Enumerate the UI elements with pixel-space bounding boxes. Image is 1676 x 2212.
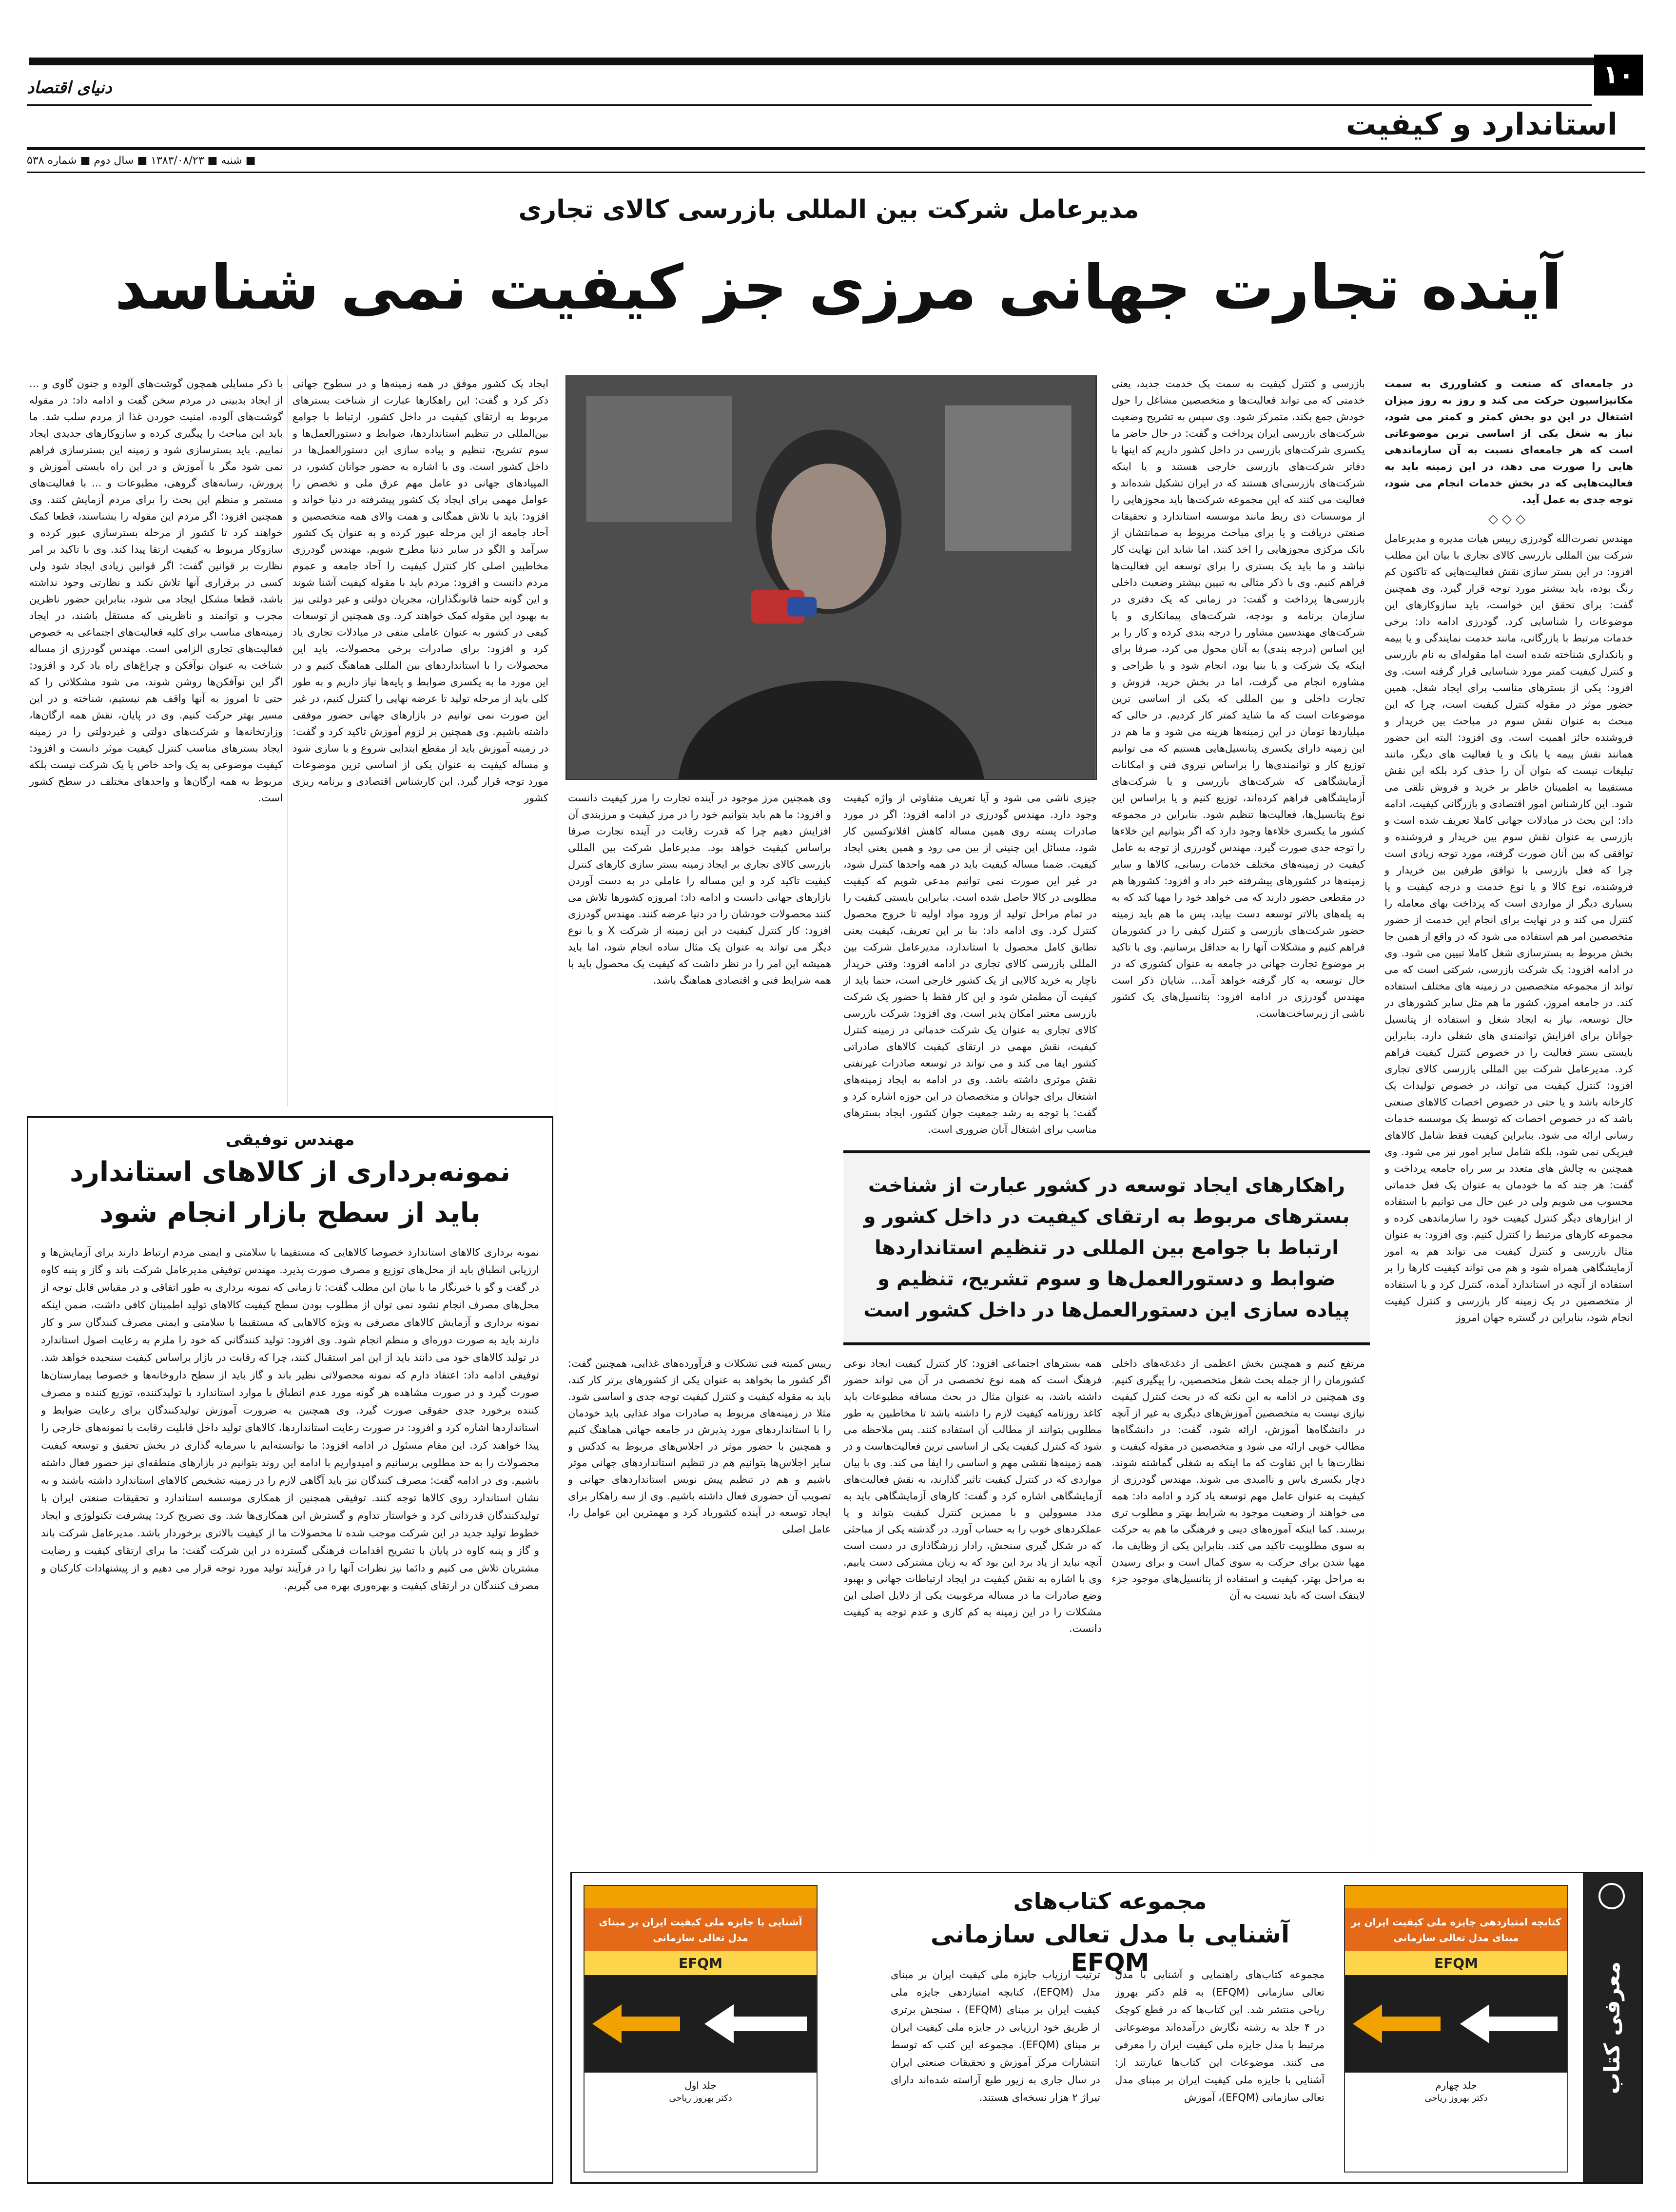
- column-1: [1384, 375, 1633, 1867]
- sidebar-body: نمونه برداری کالاهای استاندارد خصوصا کالاهایی که مستقیما با سلامتی و ایمنی مردم ارتباط دارند برای آزمایش‌ها و ارزیابی انطباق باید از محل‌های توزیع و مصرف صورت پذیرد. مهندس توفیقی مدیرعامل شرکت باند و گاز و پنبه کاوه در گفت و گو با خبرنگار ما با بیان این مطلب گفت: تا زمانی که نمونه برداری به طور اتفاقی و در مقیاس قابل توجه از محل‌های مصرف انجام نشود نمی توان از مطلوب بودن سطح کیفیت کالاهای تولید اطمینان کافی داشت، ضمن اینکه نمونه برداری و آزمایش کالاهای مصرفی به ویژه کالاهایی که مستقیما با سلامتی و ایمنی مصرف کنندگان سر و کار دارند باید به صورت دوره‌ای و منظم انجام شود. وی افزود: تولید کنندگانی که خود را ملزم به رعایت اصول استاندارد در تولید کالاهای خود می دانند باید از این امر استقبال کنند، چرا که رقابت در بازار براساس کیفیت سنجیده خواهد شد. توفیقی ادامه داد: اعتقاد دارم که نمونه محصولاتی نظیر باند و گاز باید از سطح داروخانه‌ها و خصوصا بیمارستان‌ها صورت گیرد و در صورت مشاهده هر گونه مورد عدم انطباق با موارد استاندارد با تولیدکننده، توزیع کننده و مصرف کننده برخورد جدی حقوقی صورت گیرد. وی همچنین به ضرورت آموزش تولیدکنندگان برای رعایت ضوابط و استانداردها اشاره کرد و افزود: در صورت رعایت استانداردها، کالاهای تولید داخل قابلیت رقابت با نمونه‌های خارجی را پیدا خواهند کرد. این مقام مسئول در ادامه افزود: ما توانسته‌ایم با سرمایه گذاری در بخش تحقیق و توسعه کیفیت محصولات را به حد مطلوبی برسانیم و امیدواریم با ادامه این روند بتوانیم در بازارهای منطقه‌ای نیز حضور فعال داشته باشیم. وی در ادامه گفت: مصرف کنندگان نیز باید آگاهی لازم را در زمینه تشخیص کالاهای استاندارد داشته باشند و به نشان استاندارد روی کالاها توجه کنند. توفیقی همچنین از همکاری موسسه استاندارد و تحقیقات صنعتی ایران با تولیدکنندگان قدردانی کرد و خواستار تداوم و گسترش این همکاری‌ها شد. وی تصریح کرد: پیشرفت تکنولوژی و ایجاد خطوط تولید جدید در این شرکت موجب شده تا محصولات ما از کیفیت بالاتری برخوردار باشد. مدیرعامل شرکت باند و گاز و پنبه کاوه در پایان با تشریح اقدامات فرهنگی گسترده در این شرکت گفت: ما برای ارتقای کیفیت و رضایت مشتریان تلاش می کنیم و دائما نیز نظرات آنها را در فرآیند تولید مورد توجه قرار می دهیم و از پیشنهادات کارکنان و مصرف کنندگان در ارتقای کیفیت و بهره‌وری بهره می گیریم.: [41, 1246, 539, 1591]
- main-headline: آینده تجارت جهانی مرزی جز کیفیت نمی شناسد: [115, 252, 1562, 323]
- book-label: معرفی کتاب: [1599, 1961, 1625, 2095]
- column-bottom-2: [843, 1355, 1102, 1867]
- book-cover-left-title: آشنایی با جایزه ملی کیفیت ایران بر مبنای مدل تعالی سازمانی: [585, 1908, 817, 1951]
- sidebar-headline-2: باید از سطح بازار انجام شود: [99, 1197, 481, 1229]
- column-bottom-1-text: مرتفع کنیم و همچنین بخش اعظمی از دغدغه‌های داخلی کشورمان را از جمله بحث شغل متخصصین، را پیگیری کنیم. وی همچنین در ادامه به این نکته که در بحث کنترل کیفیت نیازی نیست به متخصصین آموزش‌های دیگری به غیر از آنچه در دانشگاه‌ها آموزش، ارائه شود، گفت: در دانشگاه‌ها مطالب خوبی ارائه می شود و متخصصین در مقوله کیفیت و نظارت‌ها با این تفاوت که ما اینکه به شغلی گماشته شوند، دچار یکسری یاس و ناامیدی می شوند. مهندس گودرزی از کیفیت به عنوان عامل مهم توسعه یاد کرد و ادامه داد: همه می خواهند از وضعیت موجود به شرایط بهتر و مطلوب تری برسند. کما اینکه آموزه‌های دینی و فرهنگی ما هم به حرکت به سوی مطلوبیت تاکید می کند. بنابراین یکی از وظایف ما، مهیا شدن برای حرکت به سوی کمال است و برای رسیدن به مراحل بهتر، کیفیت و استفاده از پتانسیل‌های موجود جزء لاینفک است که باید نسبت به آن: [1111, 1358, 1365, 1601]
- divider-diamonds: ◇◇◇: [1488, 512, 1529, 526]
- column-4-text: ایجاد یک کشور موفق در همه زمینه‌ها و در سطوح جهانی ذکر کرد و گفت: این راهکارها عبارت از شناخت بسترهای مربوط به ارتقای کیفیت در داخل کشور، ارتباط با جوامع بین‌المللی در تنظیم استانداردها، ضوابط و دستورالعمل‌ها و سوم تشریح، تنظیم و پیاده سازی این دستورالعمل‌ها در داخل کشور است. وی با اشاره به حضور جوانان کشور، در المپیادهای جهانی دو عامل مهم عرق ملی و تخصص را عوامل مهمی برای ایجاد یک کشور پیشرفته در دنیا خواند و افزود: باید با تلاش همگانی و همت والای همه متخصصین و آحاد جامعه از این مرحله عبور کرده و به عنوان یک کشور سرآمد و الگو در سایر دنیا مطرح شویم. مهندس گودرزی مخاطبین اصلی کار کنترل کیفیت را آحاد جامعه و عموم مردم دانست و افزود: مردم باید با مقوله کیفیت آشنا شوند و این گونه حتما قانونگذاران، مجریان دولتی و غیر دولتی نیز به بهبود این مقوله کمک خواهند کرد. وی همچنین از توسعات کیفی در کشور به عنوان عاملی منفی در مبادلات تجاری یاد کرد و افزود: برای صادرات برخی محصولات، باید این محصولات را با استانداردهای بین المللی هماهنگ کنیم و در این مورد ما به یکسری ضوابط و پایه‌ها نیاز داریم و به طور کلی باید از مرحله تولید تا عرضه نهایی را کنترل کنیم، در غیر این صورت نمی توانیم در بازارهای جهانی حضور موفقی داشته باشیم. وی همچنین بر لزوم آموزش تاکید کرد و گفت: در زمینه آموزش باید از مقطع ابتدایی شروع و با سازی شود و مساله کیفیت به عنوان یکی از اساسی ترین موضوعات مورد توجه قرار گیرد. این کارشناس اقتصادی و برنامه ریزی کشور: [292, 378, 548, 804]
- pull-quote-text: راهکارهای ایجاد توسعه در کشور عبارت از شناخت بسترهای مربوط به ارتقای کیفیت در داخل کشور و ارتباط با جوامع بین المللی در تنظیم استانداردها ضوابط و دستورالعمل‌ها و سوم تشریح، تنظیم و پیاده سازی این دستورالعمل‌ها در داخل کشور است: [863, 1174, 1350, 1321]
- book-cover-left-arrows: [584, 1975, 817, 2073]
- book-box-title-1: مجموعه کتاب‌های: [1013, 1888, 1207, 1914]
- book-cover-right: [1344, 1885, 1568, 2173]
- pull-quote-box: [843, 1150, 1370, 1345]
- column-bottom-2-text: همه بسترهای اجتماعی افزود: کار کنترل کیفیت ایجاد نوعی فرهنگ است که همه نوع تخصصی در آن می تواند حضور داشته باشد، به عنوان مثال در بحث مسافه مطبوعات باید کاغذ روزنامه کیفیت لازم را داشته باشد تا مخاطبین به طور مطلوبی بتوانند از مطالب آن استفاده کنند. پس ملاحظه می شود که کنترل کیفیت یکی از اساسی ترین فعالیت‌هاست و در همه زمینه‌ها نقشی مهم و اساسی را ایفا می کند. وی با بیان مواردی که در کنترل کیفیت تاثیر گذارند، به نقش فعالیت‌های آزمایشگاهی اشاره کرد و گفت: کارهای آزمایشگاهی باید به مدد مسوولین و با ممیزین کنترل کیفیت بتواند و یا عملکردهای خوب را به حساب آورد. در گذشته یکی از مباحثی که در شکل گیری سنجش، رادار زرشگاذاری در دست است آنچه نباید از یاد برد این بود که به زبان مشترکی دست یابیم. وی با اشاره به نقش کیفیت در ایجاد ارتباطات جهانی و بهبود وضع صادرات ما در مساله مرغوبیت یکی از دلایل اصلی این مشکلات را در این زمینه به کم کاری و عدم توجه به کیفیت دانست.: [843, 1358, 1102, 1634]
- portrait-illustration: [566, 376, 1096, 779]
- column-bottom-1: [1111, 1355, 1365, 1867]
- column-2: [1111, 375, 1365, 1141]
- book-box: [570, 1872, 1643, 2184]
- book-label-strip: [1583, 1873, 1641, 2182]
- column-5-text: با ذکر مسایلی همچون گوشت‌های آلوده و جنون گاوی و ... از ایجاد بدبینی در مردم سخن گفت و ادامه داد: در مقوله گوشت‌های آلوده، امنیت خوردن غذا از مردم سلب شد. ما باید این مباحث را پیگیری کرده و سازوکارهای جدیدی ایجاد نماییم. باید بسترسازی شود و زمینه این بسترسازی فراهم نمی شود مگر با آموزش و در این راه بایستی آموزش و پرورش، رسانه‌های گروهی، مطبوعات و ... با فعالیت‌های مستمر و منظم این بحث را برای مردم آزمایش کنند. وی همچنین افزود: اگر مردم این مقوله را بشناسند، قطعا کمک خواهند کرد تا کشور از مرحله بسترسازی عبور کرده و سازوکار مربوط به کیفیت ارتقا پیدا کند. وی با تاکید بر امر نظارت بر قوانین گفت: اگر قوانین زیادی ایجاد شود ولی کسی در برقراری آنها تلاش نکند و نظارتی وجود نداشته باشد، قطعا مشکل ایجاد می شود، بنابراین حضور ناظرین مجرب و توانمند و ناظرینی که مستقل باشند، در ایجاد زمینه‌های مناسب برای کلیه فعالیت‌های اجتماعی به خصوص فعالیت‌های تجاری الزامی است. مهندس گودرزی از مساله شناخت به عنوان نوآفکن و چراغ‌های راه یاد کرد و افزود: اگر این نوآفکن‌ها روشن شوند، می شود مشکلاتی را که حتی تا امروز به آنها واقف هم نیستیم، شناخته و در این مسیر بهتر حرکت کنیم. وی در پایان، نقش همه ارگان‌ها، وزارتخانه‌ها و شرکت‌های دولتی و غیردولتی را در زمینه ایجاد بسترهای مناسب کنترل کیفیت موثر دانست و افزود: کیفیت موضوعی به یک واحد خاص یا یک شرکت نیست بلکه مربوط به همه ارگان‌ها و واحدهای مختلف در سطح کشور است.: [29, 378, 283, 804]
- section-rule: [27, 147, 1645, 150]
- brand-logo: دنیای اقتصاد: [27, 78, 112, 97]
- book-cover-right-arrows: [1344, 1975, 1567, 2073]
- book-text-left: ترتیب ارزیاب جایزه ملی کیفیت ایران بر مبنای مدل (EFQM)، کتابچه امتیازدهی جایزه ملی کیفیت ایران بر مبنای (EFQM) ، سنجش برتری از طریق خود ارزیابی در جایزه ملی کیفیت ایران بر مبنای (EFQM). مجموعه این کتب که توسط انتشارات مرکز آموزش و تحقیقات صنعتی ایران در سال جاری به زیور طبع آراسته شده‌اند دارای تیراژ ۲ هزار نسخه‌ای هستند.: [891, 1969, 1100, 2103]
- sidebar-kicker: مهندس توفیقی: [225, 1130, 355, 1149]
- book-cover-left-author: دکتر بهروز ریاحی: [669, 2093, 732, 2103]
- article-lead: در جامعه‌ای که صنعت و کشاورزی به سمت مکانیزاسیون حرکت می کند و روز به روز میزان اشتغال در این دو بخش کمتر و کمتر می شود، نیاز به شغل یکی از اساسی ترین موضوعاتی است که هر جامعه‌ای نسبت به آن سازماندهی هایی را صورت می دهد، در این زمینه باید به فعالیت‌هایی که در بخش خدمات انجام می شود، توجه جدی به عمل آید.: [1384, 378, 1633, 505]
- book-cover-left: [584, 1885, 818, 2173]
- column-4: [292, 375, 548, 1097]
- book-text-right: مجموعه کتاب‌های راهنمایی و آشنایی با مدل تعالی سازمانی (EFQM) به قلم دکتر بهروز ریاحی منتشر شد. این کتاب‌ها که در قطع کوچک در ۴ جلد به رشته نگارش درآمده‌اند موضوعاتی مرتبط با مدل جایزه ملی کیفیت ایران را معرفی می کنند. موضوعات این کتاب‌ها عبارتند از: آشنایی با جایزه ملی کیفیت ایران بر مبنای مدل تعالی سازمانی (EFQM)، آموزش: [1115, 1969, 1325, 2103]
- book-cover-left-badge: EFQM: [585, 1951, 817, 1975]
- book-cover-right-badge: EFQM: [1345, 1951, 1567, 1975]
- portrait-photo: [565, 375, 1097, 780]
- column-5: [29, 375, 283, 1097]
- column-bottom-3: [568, 1355, 831, 1867]
- book-cover-right-title: کتابچه امتیازدهی جایزه ملی کیفیت ایران بر مبنای مدل تعالی سازمانی: [1345, 1908, 1567, 1951]
- section-title: استاندارد و کیفیت: [1345, 106, 1618, 142]
- column-3: [843, 790, 1097, 1141]
- column-bottom-3-text: رییس کمیته فنی تشکلات و فرآورده‌های غذایی، همچنین گفت: اگر کشور ما بخواهد به عنوان یکی از کشورهای برتر کار کند، باید به مقوله کیفیت و کنترل کیفیت توجه جدی و اساسی شود. مثلا در زمینه‌های مربوط به صادرات مواد غذایی باید خودمان را با استانداردهای مورد پذیرش در جامعه جهانی هماهنگ کنیم و همچنین با حضور موثر در اجلاس‌های مربوط به کدکس و سایر اجلاس‌ها بتوانیم هم در تنظیم استانداردهای جهانی موثر باشیم و هم در تنظیم پیش نویس استانداردهای جهانی و تصویب آن حضوری فعال داشته باشیم. وی از سه راهکار برای ایجاد توسعه در آینده کشوریاد کرد و مهمترین این عوامل را، عامل اصلی: [568, 1358, 831, 1535]
- page-number-box: [1594, 55, 1643, 96]
- page-number: ۱۰: [1603, 60, 1634, 90]
- sidebar-article: [27, 1116, 553, 2184]
- column-3b-text: وی همچنین مرز موجود در آینده تجارت را مرز کیفیت دانست و افزود: ما هم باید بتوانیم خود را در مرز کیفیت و مرزبندی آن افزایش دهیم چرا که قدرت رقابت در آینده تجارت صرفا براساس کیفیت خواهد بود. مدیرعامل شرکت بین المللی بازرسی کالای تجاری بر ایجاد زمینه بستر سازی کارهای کنترل کیفیت تاکید کرد و این مساله را عاملی در به دست آوردن بازارهای جهانی دانست و ادامه داد: امروزه کشورها تلاش می کنند محصولات خودشان را در دنیا عرضه کنند. مهندس گودرزی افزود: کار کنترل کیفیت در این زمینه از شرکت X و یا نوع دیگر می تواند به عنوان یک مثال ساده انجام شود، اما باید همیشه این امر را در نظر داشت که کیفیت یک محصول باید با همه شرایط فنی و اقتصادی هماهنگ باشد.: [568, 792, 831, 986]
- book-box-title-2: آشنایی با مدل تعالی سازمانی EFQM: [930, 1920, 1290, 1977]
- book-cover-left-vol: جلد اول: [684, 2079, 717, 2091]
- sidebar-headline-1: نمونه‌برداری از کالاهای استاندارد: [69, 1156, 511, 1188]
- book-cover-right-vol: جلد چهارم: [1435, 2079, 1477, 2091]
- column-3-text: چیزی ناشی می شود و آیا تعریف متفاوتی از واژه کیفیت وجود دارد. مهندس گودرزی در ادامه افزود: اگر در مورد صادرات پسته روی همین مساله کاهش افلاتوکسین کار شود، مسائل این چنینی از بین می رود و همین یعنی ایجاد کیفیت. ضمنا مساله کیفیت باید در همه واحدها کنترل شود، در غیر این صورت نمی توانیم مدعی شویم که کیفیت مطلوبی در کالا حاصل شده است. بنابراین بایستی کیفیت را در تمام مراحل تولید از ورود مواد اولیه تا خروج محصول کنترل کرد. وی ادامه داد: بنا بر این تعریف، کیفیت یعنی تطابق کامل محصول با استاندارد، مدیرعامل شرکت بین المللی بازرسی کالای تجاری در ادامه افزود: وقتی خریدار ناچار به خرید کالایی از یک کشور خارجی است، حتما باید از کیفیت آن مطمئن شود و این کار فقط با حضور یک شرکت بازرسی معتبر امکان پذیر است. وی افزود: شرکت بازرسی کالای تجاری به عنوان یک شرکت خدماتی در زمینه کنترل کیفیت، نقش مهمی در ارتقای کیفیت کالاهای صادراتی کشور ایفا می کند و می تواند در توسعه صادرات غیرنفتی نقش موثری داشته باشد. وی در ادامه به ایجاد زمینه‌های اشتغال برای جوانان و متخصصان در این حوزه اشاره کرد و گفت: با توجه به رشد جمعیت جوان کشور، ایجاد بسترهای مناسب برای اشتغال آنان ضروری است.: [843, 792, 1097, 1135]
- main-kicker: مدیرعامل شرکت بین المللی بازرسی کالای تجاری: [518, 195, 1139, 224]
- dateline: ■ شنبه ■ ۱۳۸۳/۰۸/۲۳ ■ سال دوم ■ شماره ۵۳۸: [27, 155, 256, 167]
- masthead-rule: [29, 58, 1611, 65]
- column-2-text: بازرسی و کنترل کیفیت به سمت یک خدمت جدید، یعنی خدمتی که می تواند فعالیت‌ها و متخصصین مشاغل را حول خودش جمع بکند، متمرکز شود. وی سپس به تشریح وضعیت شرکت‌های بازرسی ایران پرداخت و گفت: در حال حاضر ما یکسری شرکت‌های بازرسی در داخل کشور داریم که اینها با دفاتر شرکت‌های بازرسی خارجی هستند و یا اینکه شرکت‌های بازرسی‌ای هستند که در ایران تشکیل شده‌اند و فعالیت می کنند که این مجموعه شرکت‌ها باید مجوزهایی را از موسسات ذی ربط مانند موسسه استاندارد و تحقیقات صنعتی دریافت و یا برای مباحث مربوط به ضمانتشان از بانک مرکزی مجوزهایی را اخذ کنند. اما شاید این نهایت کار نباشد و ما باید یک بستری را برای توسعه این فعالیت‌ها فراهم کنیم. وی با ذکر مثالی به تبیین بیشتر وضعیت داخلی بازرسی‌ها پرداخت و گفت: در زمانی که یک دفتری در سازمان برنامه و بودجه، شرکت‌های پیمانکاری و یا شرکت‌های مهندسین مشاور را درجه بندی کرده و کار را بر این اساس (درجه بندی) به آنان محول می کرد، صرفا برای اینکه یک شرکت و یا بنیا بود، انجام شود و یا طراحی و مشاوره انجام می گرفت، اما در بخش خرید، فروش و تجارت داخلی و بین المللی که یکی از اساسی ترین موضوعات است که ما شاید کمتر کار کردیم. در حالی که میلیاردها تومان در این زمینه‌ها هزینه می شود و ما هم در این زمینه دارای یکسری پتانسیل‌هایی هستیم که می توانیم توزیع کار و توانمندی‌ها را براساس نیروی فنی و امکانات آزمایشگاهی که شرکت‌های بازرسی و یا شرکت‌های آزمایشگاهی فراهم کرده‌اند، توزیع کنیم و یا براساس این نوع پتانسیل‌ها، فعالیت‌ها تنظیم شود. بنابراین در مجموعه کشور ما یکسری خلاء‌ها وجود دارد که اگر بتوانیم این خلاء‌ها را توجه جدی صورت گیرد. مهندس گودرزی از توجه به عامل کیفیت در زمینه‌های مختلف خدمات رسانی، کالاها و سایر زمینه‌ها در کشورهای پیشرفته خبر داد و افزود: کشورها هم در مقطعی حضور دارند که می خواهد خود را مهیا کند که به به پله‌های بالاتر توسعه دست بیابد، پس ما هم باید زمینه حضور شرکت‌های بازرسی و کنترل کیفی را در کشورمان فراهم کنیم و مشکلات آنها را به حداقل برسانیم. وی با تاکید بر موضوع تجارت جهانی در جامعه به عنوان کشوری که در حال توسعه به کار گرفته خواهد آمد... شایان ذکر است مهندس گودرزی در ادامه افزود: پتانسیل‌های یک کشور ناشی از زیرساخت‌هاست.: [1111, 378, 1365, 1019]
- column-1-text: مهندس نصرت‌الله گودرزی رییس هیات مدیره و مدیرعامل شرکت بین المللی بازرسی کالای تجاری با بیان این مطلب افزود: در این بستر سازی نقش فعالیت‌هایی که تاکنون کم رنگ بوده، باید بیشتر مورد توجه قرار گیرد. وی همچنین گفت: برای تحقق این خواست، باید سازوکارهای این موضوعات را شناسایی کرد. گودرزی ادامه داد: برخی خدمات مرتبط با بازرگانی، مانند خدمت نمایندگی و یا بیمه و بانکداری شناخته شده است اما مقوله‌ای به نام بازرسی و کنترل کیفیت کمتر مورد شناسایی قرار گرفته است. وی افزود: یکی از بسترهای مناسب برای ایجاد شغل، همین حضور موثر در مقوله کنترل کیفیت است، چرا که این مبحث به عنوان نقش سوم در مباحث بین خریدار و فروشنده حائز اهمیت است. وی افزود: البته این حضور همانند نقش بیمه یا بانک و یا فعالیت های دیگر، مانند تبلیغات نیست که بتوان آن را حذف کرد بلکه این نقش مستقیما به اطمینان خاطر بر خرید و فروش تلقی می شود. این کارشناس امور اقتصادی و بازرگانی کیفیت، ادامه داد: این بحث در مبادلات جهانی کاملا تعریف شده است و بازرسی به عنوان نقش سوم بین خریدار و فروشنده و توافقی که بین آنان صورت گرفته، مورد توجه زیادی است چرا که فعل بازرسی با توافق طرفین بین خریدار و فروشنده، نوع کالا و یا نوع خدمت و درجه کیفیت و یا بسیاری دیگر از مواردی است که پرداخت بهای معامله را کنترل می کند و در نهایت برای انجام این خدمت از حضور متخصصین امر هم استفاده می شود که در واقع از همین جا بخش مربوط به بسترسازی شغل کاملا تبیین می شود. وی در ادامه افزود: یک شرکت بازرسی، شرکتی است که می تواند از مجموعه متخصصین در زمینه های مختلف استفاده کند. در جامعه امروز، کشور ما هم مثل سایر کشورهای در حال توسعه، نیاز به ایجاد شغل و استفاده از پتانسیل جوانان برای افزایش توانمندی های شغلی دارد، بنابراین بایستی بستر فعالیت را در خصوص کنترل کیفیت فراهم کرد. مدیرعامل شرکت بین المللی بازرسی کالای تجاری افزود: کنترل کیفیت می تواند، در خصوص تولیدات یک کارخانه باشد و یا حتی در خصوص اخصات کالاهای صنعتی باشد که در خصوص اخصات که توسط یک موسسه خدمات رسانی ارائه می شود. بنابراین کیفیت فقط شامل کالاهای فیزیکی نمی شود، بلکه شامل سایر امور نیز می شود. وی همچنین به چالش های متعدد بر سر راه جامعه پرداخت و گفت: هر چند که ما خودمان به عنوان یک فعل خدماتی محسوب می شویم ولی در عین حال می توانیم با استفاده از ابزارهای دیگر کنترل کیفیت خود را سازماندهی کرده و مجموعه کارهای مرتبط را کنترل کنیم. وی افزود: به عنوان مثال بازرسی و کنترل کیفیت می تواند هم به امور آزمایشگاهی همراه شود و هم می تواند کیفیت کارها را بر استفاده از آنچه در استاندارد آمده، کنترل کرد و یا استفاده از متخصصین در یک زمینه کار بازرسی و کنترل کیفیت انجام شود، بنابراین در گستره جهان امروز: [1384, 533, 1633, 1323]
- globe-icon: [1598, 1883, 1625, 1909]
- dateline-rule: [27, 172, 1645, 173]
- book-cover-right-author: دکتر بهروز ریاحی: [1424, 2093, 1488, 2103]
